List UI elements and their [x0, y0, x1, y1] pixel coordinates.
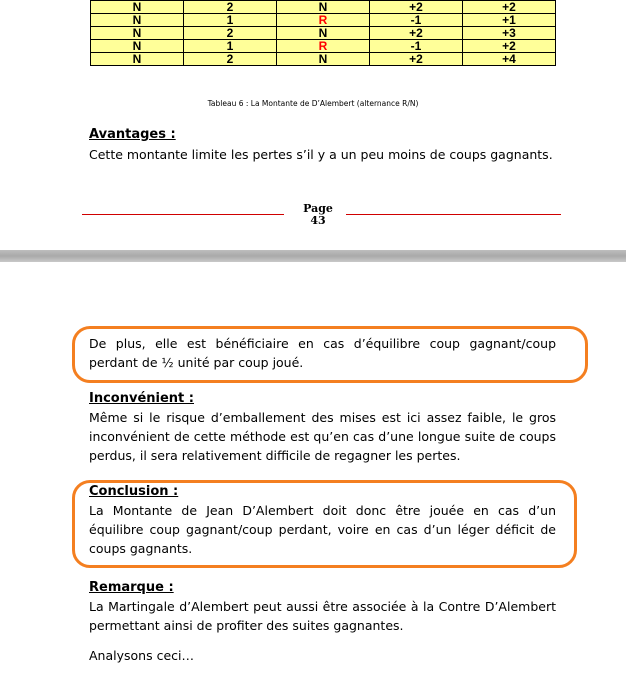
page-number-value: 43 — [310, 214, 326, 227]
cell-resultat: N — [277, 53, 370, 66]
cell-mise: 2 — [184, 1, 277, 14]
cell-bilan: +2 — [463, 1, 556, 14]
cell-mise: 2 — [184, 27, 277, 40]
page-number — [290, 203, 346, 227]
cell-resultat: N — [277, 27, 370, 40]
remarque-heading: Remarque : — [89, 580, 174, 595]
document-page-43 — [0, 0, 626, 250]
inconvenient-heading: Inconvénient : — [89, 391, 194, 406]
table-row — [91, 14, 556, 27]
cell-couleur-jouee: N — [91, 27, 184, 40]
conclusion-heading: Conclusion : — [89, 484, 179, 499]
table-caption: Tableau 6 : La Montante de D’Alembert (alternance R/N) — [207, 99, 419, 108]
closing-text: Analysons ceci… — [89, 648, 194, 663]
conclusion-text: La Montante de Jean D’Alembert doit donc être jouée en cas d’un équilibre coup gagnant/coup perdant, voire en cas d’un léger déficit de coups gagnants. — [89, 503, 556, 556]
cell-gain-coup: -1 — [370, 40, 463, 53]
cell-bilan: +1 — [463, 14, 556, 27]
footer-rule-right — [346, 214, 561, 215]
cell-gain-coup: +2 — [370, 27, 463, 40]
table-row — [91, 53, 556, 66]
cell-resultat: R — [277, 14, 370, 27]
cell-couleur-jouee: N — [91, 53, 184, 66]
cell-bilan: +4 — [463, 53, 556, 66]
cell-couleur-jouee: N — [91, 14, 184, 27]
cell-mise: 1 — [184, 40, 277, 53]
cell-gain-coup: -1 — [370, 14, 463, 27]
avantages-heading: Avantages : — [89, 127, 176, 142]
table-row — [91, 40, 556, 53]
avantages-text: Cette montante limite les pertes s’il y a un peu moins de coups gagnants. — [89, 147, 553, 162]
cell-gain-coup: +2 — [370, 1, 463, 14]
cell-resultat: R — [277, 40, 370, 53]
document-page-44 — [0, 262, 626, 680]
cell-bilan: +2 — [463, 40, 556, 53]
remarque-text: La Martingale d’Alembert peut aussi être associée à la Contre D’Alembert permettant ainsi de profiter des suites gagnantes. — [89, 599, 556, 633]
table-row — [91, 1, 556, 14]
cell-mise: 1 — [184, 14, 277, 27]
montante-table — [90, 0, 556, 66]
footer-rule-left — [82, 214, 284, 215]
cell-resultat: N — [277, 1, 370, 14]
table-row — [91, 27, 556, 40]
de-plus-text: De plus, elle est bénéficiaire en cas d’équilibre coup gagnant/coup perdant de ½ unité par coup joué. — [89, 336, 556, 370]
cell-mise: 2 — [184, 53, 277, 66]
cell-couleur-jouee: N — [91, 40, 184, 53]
page-separator — [0, 250, 626, 262]
inconvenient-text: Même si le risque d’emballement des mises est ici assez faible, le gros inconvénient de cette méthode est qu’en cas d’une longue suite de coups perdus, il sera relativement difficile de regagner les pertes. — [89, 410, 556, 463]
cell-gain-coup: +2 — [370, 53, 463, 66]
cell-couleur-jouee: N — [91, 1, 184, 14]
cell-bilan: +3 — [463, 27, 556, 40]
page-word: Page — [303, 202, 333, 215]
montante-table-body — [91, 1, 556, 66]
